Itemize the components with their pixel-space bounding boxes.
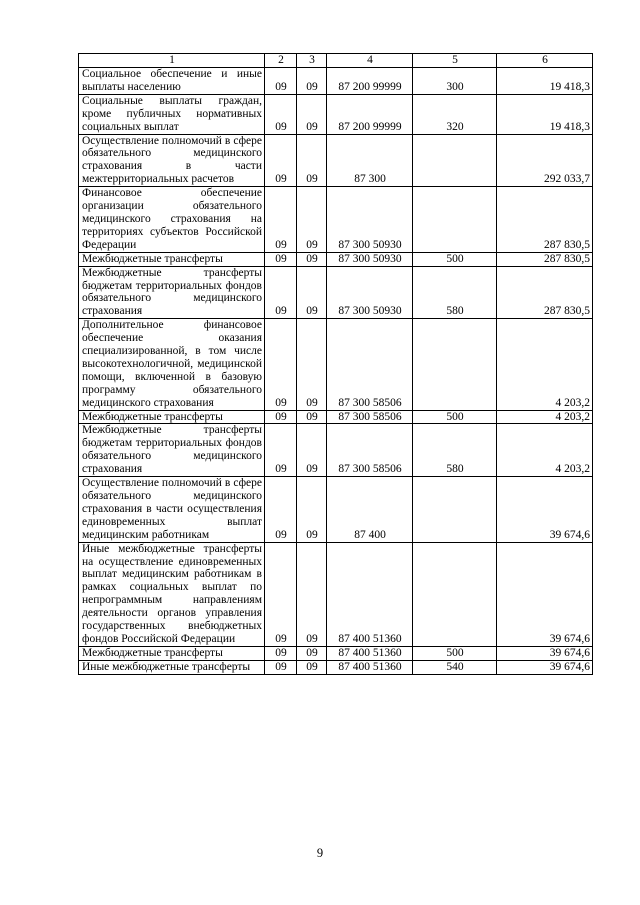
- expense-type-cell: [413, 477, 497, 543]
- table-row: [79, 266, 593, 319]
- table-row: [79, 94, 593, 134]
- row-name-cell: Дополнительное финансовое обеспечение оказания специализированной, в том числе высокотехнологичной, медицинской помощи, включенной в базовую программу обязательного медицинского страхования: [79, 319, 265, 410]
- target-article-cell: 87 300 58506: [327, 424, 413, 477]
- target-article-cell: 87 300: [327, 134, 413, 187]
- table-row: [79, 410, 593, 424]
- column-number-1: 1: [79, 54, 265, 68]
- amount-cell: 287 830,5: [497, 187, 593, 253]
- amount-cell: 292 033,7: [497, 134, 593, 187]
- section-code-cell: 09: [265, 68, 297, 95]
- section-code-cell: 09: [265, 266, 297, 319]
- amount-cell: 39 674,6: [497, 477, 593, 543]
- target-article-cell: 87 400 51360: [327, 542, 413, 646]
- section-code-cell: 09: [265, 134, 297, 187]
- amount-cell: 19 418,3: [497, 68, 593, 95]
- amount-cell: 39 674,6: [497, 646, 593, 660]
- section-code-cell: 09: [265, 646, 297, 660]
- page-number: 9: [316, 846, 324, 860]
- amount-cell: 4 203,2: [497, 424, 593, 477]
- expense-type-cell: [413, 542, 497, 646]
- target-article-cell: 87 300 50930: [327, 252, 413, 266]
- amount-cell: 287 830,5: [497, 266, 593, 319]
- target-article-cell: 87 300 58506: [327, 410, 413, 424]
- amount-cell: 19 418,3: [497, 94, 593, 134]
- expense-type-cell: 500: [413, 410, 497, 424]
- target-article-cell: 87 200 99999: [327, 68, 413, 95]
- subsection-code-cell: 09: [297, 646, 327, 660]
- target-article-cell: 87 300 58506: [327, 319, 413, 410]
- table-row: [79, 424, 593, 477]
- row-name-cell: Осуществление полномочий в сфере обязательного медицинского страхования в части межтерриториальных расчетов: [79, 134, 265, 187]
- subsection-code-cell: 09: [297, 134, 327, 187]
- table-body: [79, 54, 593, 675]
- subsection-code-cell: 09: [297, 542, 327, 646]
- amount-cell: 39 674,6: [497, 542, 593, 646]
- section-code-cell: 09: [265, 542, 297, 646]
- table-row: [79, 252, 593, 266]
- expense-type-cell: [413, 134, 497, 187]
- row-name-cell: Иные межбюджетные трансферты: [79, 660, 265, 674]
- subsection-code-cell: 09: [297, 68, 327, 95]
- amount-cell: 4 203,2: [497, 410, 593, 424]
- expense-type-cell: 540: [413, 660, 497, 674]
- section-code-cell: 09: [265, 187, 297, 253]
- table-row: [79, 477, 593, 543]
- amount-cell: 287 830,5: [497, 252, 593, 266]
- row-name-cell: Финансовое обеспечение организации обязательного медицинского страхования на территориях субъектов Российской Федерации: [79, 187, 265, 253]
- target-article-cell: 87 300 50930: [327, 187, 413, 253]
- column-number-6: 6: [497, 54, 593, 68]
- subsection-code-cell: 09: [297, 424, 327, 477]
- subsection-code-cell: 09: [297, 266, 327, 319]
- column-number-4: 4: [327, 54, 413, 68]
- target-article-cell: 87 400: [327, 477, 413, 543]
- subsection-code-cell: 09: [297, 319, 327, 410]
- row-name-cell: Межбюджетные трансферты бюджетам территориальных фондов обязательного медицинского страхования: [79, 424, 265, 477]
- target-article-cell: 87 300 50930: [327, 266, 413, 319]
- expense-type-cell: [413, 187, 497, 253]
- target-article-cell: 87 400 51360: [327, 660, 413, 674]
- section-code-cell: 09: [265, 660, 297, 674]
- column-number-3: 3: [297, 54, 327, 68]
- expense-type-cell: 580: [413, 266, 497, 319]
- table-row: [79, 319, 593, 410]
- subsection-code-cell: 09: [297, 410, 327, 424]
- column-number-row: [79, 54, 593, 68]
- table-row: [79, 187, 593, 253]
- section-code-cell: 09: [265, 410, 297, 424]
- expense-type-cell: 500: [413, 646, 497, 660]
- subsection-code-cell: 09: [297, 477, 327, 543]
- subsection-code-cell: 09: [297, 252, 327, 266]
- budget-table: [78, 53, 593, 675]
- expense-type-cell: 580: [413, 424, 497, 477]
- section-code-cell: 09: [265, 319, 297, 410]
- row-name-cell: Социальные выплаты граждан, кроме публичных нормативных социальных выплат: [79, 94, 265, 134]
- table-row: [79, 68, 593, 95]
- expense-type-cell: [413, 319, 497, 410]
- target-article-cell: 87 400 51360: [327, 646, 413, 660]
- table-row: [79, 660, 593, 674]
- row-name-cell: Межбюджетные трансферты: [79, 252, 265, 266]
- row-name-cell: Иные межбюджетные трансферты на осуществление единовременных выплат медицинским работникам в рамках социальных выплат по непрограммным направлениям деятельности органов управления государственных внебюджетных фондов Российской Федерации: [79, 542, 265, 646]
- amount-cell: 39 674,6: [497, 660, 593, 674]
- section-code-cell: 09: [265, 94, 297, 134]
- expense-type-cell: 500: [413, 252, 497, 266]
- subsection-code-cell: 09: [297, 94, 327, 134]
- section-code-cell: 09: [265, 252, 297, 266]
- expense-type-cell: 320: [413, 94, 497, 134]
- section-code-cell: 09: [265, 424, 297, 477]
- row-name-cell: Осуществление полномочий в сфере обязательного медицинского страхования в части осуществления единовременных выплат медицинским работникам: [79, 477, 265, 543]
- section-code-cell: 09: [265, 477, 297, 543]
- amount-cell: 4 203,2: [497, 319, 593, 410]
- row-name-cell: Межбюджетные трансферты: [79, 646, 265, 660]
- table-row: [79, 542, 593, 646]
- expense-type-cell: 300: [413, 68, 497, 95]
- table-row: [79, 134, 593, 187]
- row-name-cell: Социальное обеспечение и иные выплаты населению: [79, 68, 265, 95]
- row-name-cell: Межбюджетные трансферты: [79, 410, 265, 424]
- subsection-code-cell: 09: [297, 187, 327, 253]
- column-number-5: 5: [413, 54, 497, 68]
- target-article-cell: 87 200 99999: [327, 94, 413, 134]
- column-number-2: 2: [265, 54, 297, 68]
- row-name-cell: Межбюджетные трансферты бюджетам территориальных фондов обязательного медицинского страхования: [79, 266, 265, 319]
- subsection-code-cell: 09: [297, 660, 327, 674]
- table-row: [79, 646, 593, 660]
